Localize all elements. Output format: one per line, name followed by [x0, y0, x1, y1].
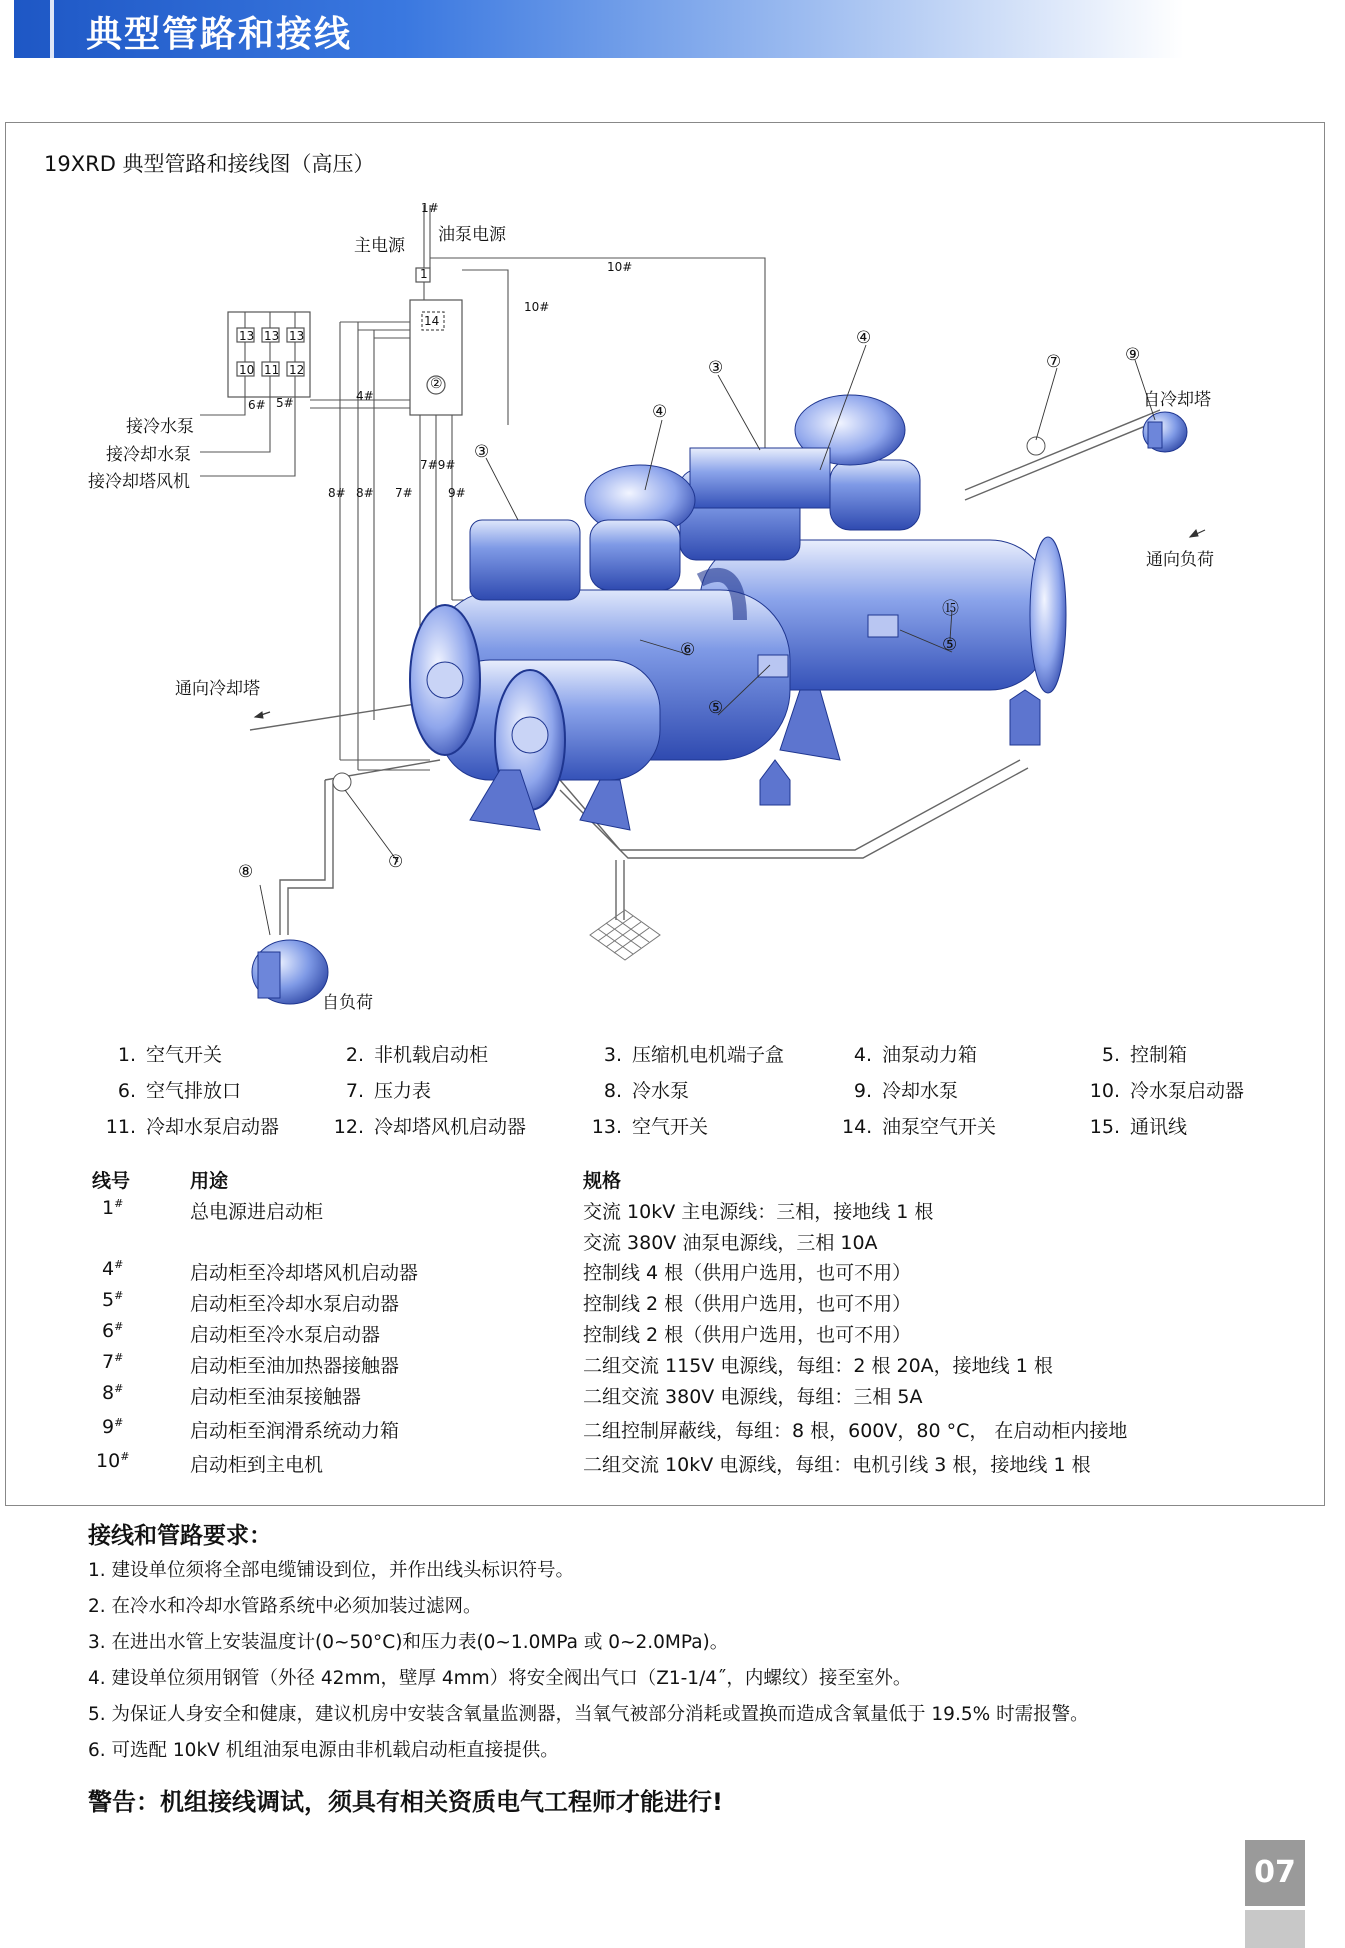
legend-item: [1082, 1040, 1187, 1067]
table-header-no: 线号: [92, 1170, 131, 1192]
wire-spec: 交流 10kV 主电源线：三相，接地线 1 根: [583, 1201, 934, 1223]
wire-spec: 控制线 2 根（供用户选用，也可不用）: [583, 1324, 912, 1346]
wire-spec: 二组控制屏蔽线，每组：8 根，600V，80 °C， 在启动柜内接地: [583, 1420, 1128, 1442]
wire-usage: 启动柜至冷水泵启动器: [190, 1324, 381, 1346]
wire-7-label: 7#: [395, 486, 413, 500]
wire-number: 1#: [102, 1197, 124, 1219]
requirements-title: 接线和管路要求：: [88, 1523, 272, 1549]
wire-spec: 二组交流 115V 电源线，每组：2 根 20A，接地线 1 根: [583, 1355, 1053, 1377]
legend-text: 通讯线: [1130, 1116, 1188, 1138]
wire-spec: 控制线 4 根（供用户选用，也可不用）: [583, 1262, 912, 1284]
wire-usage: 启动柜至油泵接触器: [190, 1386, 362, 1408]
legend-number: 12.: [333, 1116, 364, 1138]
legend-text: 压力表: [374, 1080, 432, 1102]
callout-4a: ④: [652, 402, 668, 422]
callout-5a: ⑤: [942, 635, 958, 655]
callout-7a: ⑦: [1046, 352, 1062, 372]
legend-number: 8.: [603, 1080, 622, 1102]
requirement-item: 6. 可选配 10kV 机组油泵电源由非机载启动柜直接提供。: [88, 1740, 559, 1761]
wire-usage: 启动柜至润滑系统动力箱: [190, 1420, 400, 1442]
legend-item: [1082, 1112, 1187, 1139]
breaker-13b-label: 13: [264, 329, 280, 343]
wire-6-label: 6#: [248, 398, 266, 412]
requirement-item: 2. 在冷水和冷却水管路系统中必须加装过滤网。: [88, 1596, 482, 1617]
legend-number: 6.: [117, 1080, 136, 1102]
wire-spec: 控制线 2 根（供用户选用，也可不用）: [583, 1293, 912, 1315]
cabinet-2-label: ②: [430, 376, 443, 392]
wire-spec: 交流 380V 油泵电源线，三相 10A: [583, 1232, 878, 1254]
legend-number: 9.: [853, 1080, 872, 1102]
tower-fan-label: 接冷却塔风机: [88, 472, 190, 492]
wire-spec: 二组交流 10kV 电源线，每组：电机引线 3 根，接地线 1 根: [583, 1454, 1091, 1476]
requirement-item: 3. 在进出水管上安装温度计(0~50°C)和压力表(0~1.0MPa 或 0~2.0MPa)。: [88, 1632, 729, 1653]
legend-number: 1.: [117, 1044, 136, 1066]
page-title: 典型管路和接线: [86, 14, 353, 55]
wire-number: 6#: [102, 1320, 124, 1342]
legend-item: [842, 1040, 977, 1067]
starter-10-label: 10: [239, 363, 255, 377]
wire-8b-label: 8#: [356, 486, 374, 500]
legend-text: 空气开关: [632, 1116, 709, 1138]
floor-drain-grid: [590, 910, 660, 960]
callout-8: ⑧: [238, 862, 254, 882]
warning-text: 警告：机组接线调试，须具有相关资质电气工程师才能进行!: [88, 1788, 723, 1816]
oil-pump-power-label: 油泵电源: [438, 225, 506, 245]
legend-item: [842, 1112, 996, 1139]
legend-text: 冷水泵启动器: [1130, 1080, 1245, 1102]
legend-text: 油泵动力箱: [882, 1044, 978, 1066]
breaker-13a-label: 13: [239, 329, 255, 343]
chw-pump-label: 接冷水泵: [126, 417, 194, 437]
from-tower-label: 自冷却塔: [1143, 390, 1211, 410]
wire-usage: 启动柜至油加热器接触器: [190, 1355, 400, 1377]
legend-text: 冷却塔风机启动器: [374, 1116, 527, 1138]
legend-item: [590, 1112, 708, 1139]
wire-number: 7#: [102, 1351, 124, 1373]
wire-number: 10#: [96, 1450, 130, 1472]
legend-item: [1082, 1076, 1244, 1103]
legend-text: 冷却水泵: [882, 1080, 959, 1102]
legend-text: 空气开关: [146, 1044, 223, 1066]
legend-text: 空气排放口: [146, 1080, 242, 1102]
legend-item: [100, 1040, 222, 1067]
wire-number: 9#: [102, 1416, 124, 1438]
wire-usage: 总电源进启动柜: [190, 1201, 324, 1223]
legend-number: 15.: [1089, 1116, 1120, 1138]
wire-spec: 二组交流 380V 电源线，每组：三相 5A: [583, 1386, 923, 1408]
legend-item: [330, 1112, 526, 1139]
callout-9: ⑨: [1125, 345, 1141, 365]
legend-text: 非机载启动柜: [374, 1044, 489, 1066]
legend-item: [330, 1040, 488, 1067]
wire-usage: 启动柜到主电机: [190, 1454, 324, 1476]
callout-5b: ⑤: [708, 698, 724, 718]
legend-item: [842, 1076, 958, 1103]
wire-10a-label: 10#: [607, 260, 633, 274]
requirement-item: 1. 建设单位须将全部电缆铺设到位，并作出线头标识符号。: [88, 1560, 575, 1581]
legend-item: [100, 1112, 279, 1139]
legend-item: [590, 1040, 784, 1067]
legend-item: [330, 1076, 431, 1103]
wire-8a-label: 8#: [328, 486, 346, 500]
requirement-item: 4. 建设单位须用钢管（外径 42mm，壁厚 4mm）将安全阀出气口（Z1-1/4˝，内螺纹）接至室外。: [88, 1668, 912, 1689]
to-tower-label: 通向冷却塔: [175, 679, 260, 699]
legend-text: 冷水泵: [632, 1080, 690, 1102]
wire-4-label: 4#: [356, 389, 374, 403]
wire-usage: 启动柜至冷却水泵启动器: [190, 1293, 400, 1315]
wire-1-label: 1#: [421, 201, 439, 215]
main-power-label: 主电源: [354, 236, 405, 256]
oil-switch-14-label: 14: [424, 314, 440, 328]
callout-6: ⑥: [680, 640, 696, 660]
legend-item: [590, 1076, 689, 1103]
callout-4b: ④: [856, 328, 872, 348]
legend-text: 压缩机电机端子盒: [632, 1044, 785, 1066]
requirement-item: 5. 为保证人身安全和健康，建议机房中安装含氧量监测器，当氧气被部分消耗或置换而造成含氧量低于 19.5% 时需报警。: [88, 1704, 1089, 1725]
callout-3b: ③: [708, 358, 724, 378]
air-switch-1-label: 1: [420, 267, 428, 281]
wire-number: 4#: [102, 1258, 124, 1280]
wire-79-label: 7#9#: [420, 458, 456, 472]
table-header-use: 用途: [190, 1170, 229, 1192]
page-number-tab: [1245, 1910, 1305, 1948]
legend-number: 7.: [345, 1080, 364, 1102]
cw-pump-label: 接冷却水泵: [106, 445, 191, 465]
to-load-label: 通向负荷: [1146, 550, 1214, 570]
callout-15: ⑮: [942, 599, 959, 619]
legend-number: 3.: [603, 1044, 622, 1066]
legend-number: 11.: [105, 1116, 136, 1138]
breaker-13c-label: 13: [289, 329, 305, 343]
from-load-label: 自负荷: [322, 993, 373, 1013]
legend-number: 14.: [842, 1116, 873, 1138]
wire-number: 8#: [102, 1382, 124, 1404]
legend-text: 冷却水泵启动器: [146, 1116, 280, 1138]
wire-9-label: 9#: [448, 486, 466, 500]
page-number: 07: [1245, 1840, 1305, 1906]
wire-5-label: 5#: [276, 396, 294, 410]
legend-item: [100, 1076, 241, 1103]
legend-text: 控制箱: [1130, 1044, 1188, 1066]
callout-7b: ⑦: [388, 852, 404, 872]
starter-box-group: [228, 312, 310, 397]
legend-number: 10.: [1089, 1080, 1120, 1102]
wire-usage: 启动柜至冷却塔风机启动器: [190, 1262, 419, 1284]
wire-number: 5#: [102, 1289, 124, 1311]
table-header-spec: 规格: [583, 1170, 622, 1192]
legend-number: 2.: [345, 1044, 364, 1066]
legend-text: 油泵空气开关: [882, 1116, 997, 1138]
legend-number: 5.: [1101, 1044, 1120, 1066]
legend-number: 13.: [591, 1116, 622, 1138]
starter-12-label: 12: [289, 363, 305, 377]
diagram-title: 19XRD 典型管路和接线图（高压）: [44, 152, 375, 176]
starter-11-label: 11: [264, 363, 280, 377]
callout-3a: ③: [474, 442, 490, 462]
wire-10b-label: 10#: [524, 300, 550, 314]
legend-number: 4.: [853, 1044, 872, 1066]
